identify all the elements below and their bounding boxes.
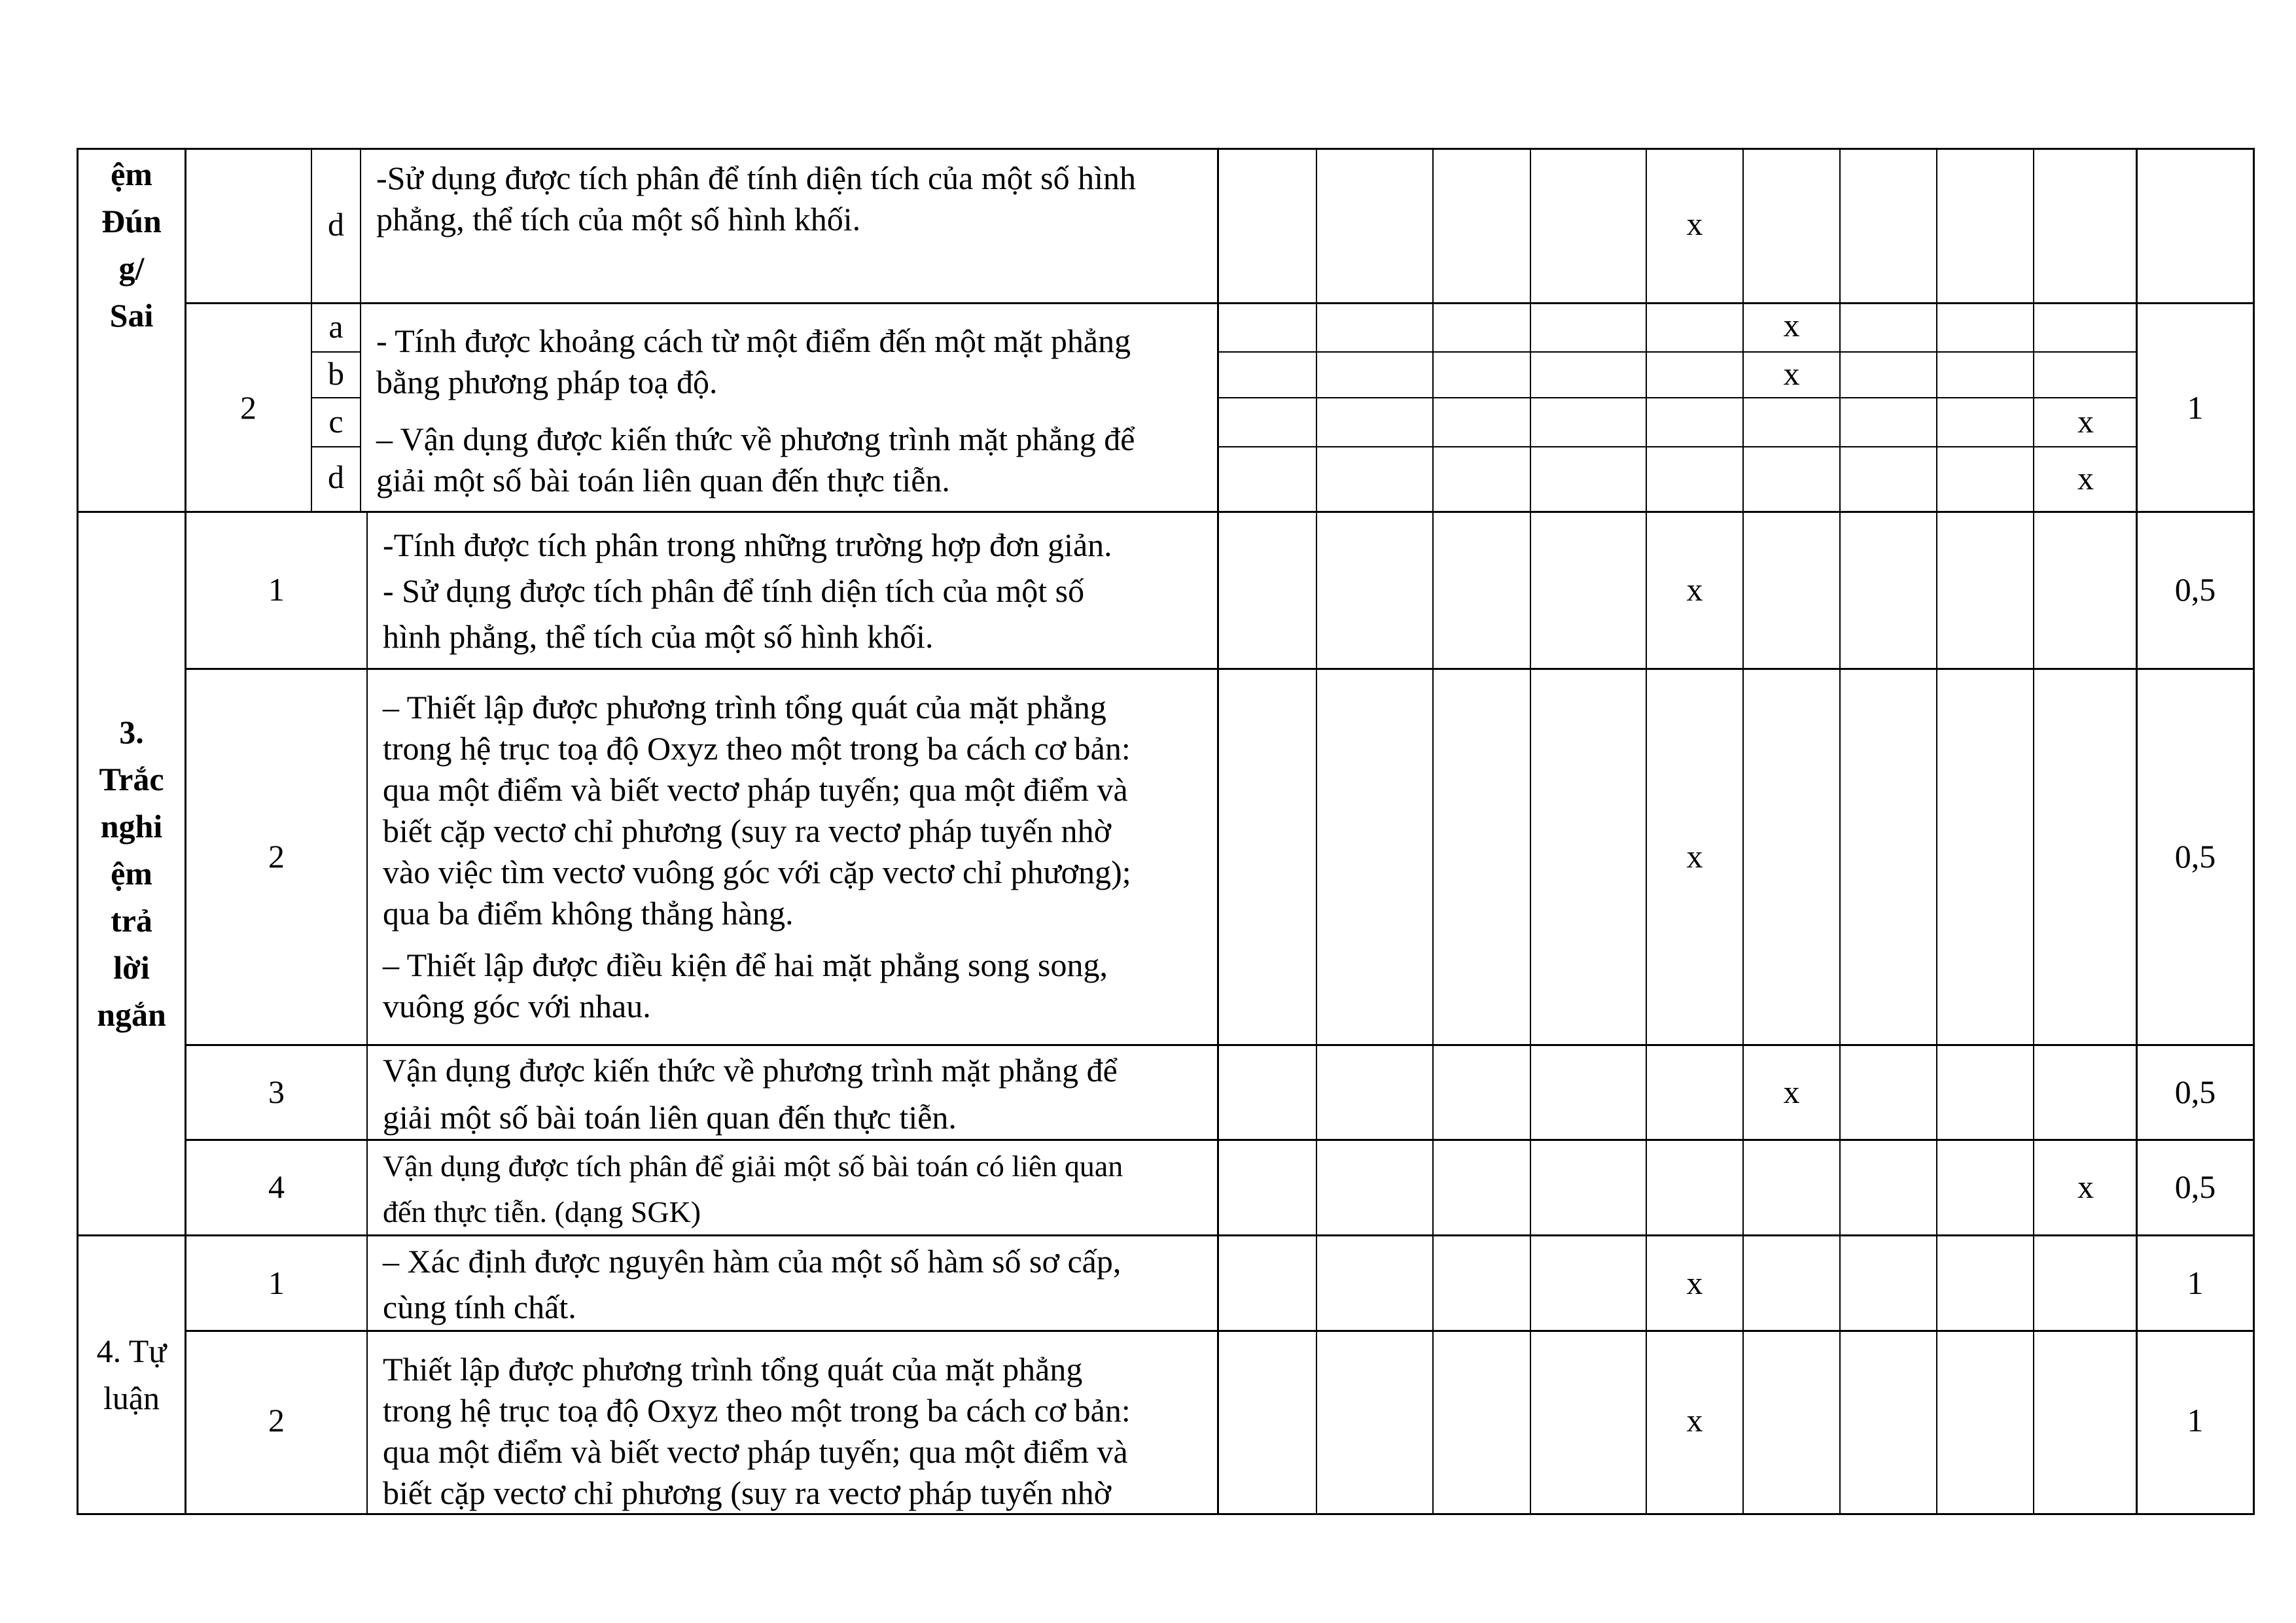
sub-item-label: d [328,459,344,495]
check-mark: x [1686,205,1703,242]
question-number: 2 [268,838,285,875]
group-label-tra-loi-ngan: 3. Trắc nghi ệm trả lời ngắn [97,714,166,1033]
score: 0,5 [2174,838,2216,875]
check-mark: x [2077,1168,2094,1205]
question-number: 2 [268,1402,285,1439]
requirement-text: -Tính được tích phân trong những trường hợp đơn giản. - Sử dụng được tích phân để tính diện tích của một số hình phẳng, thể tích của một số hình khối. [383,527,1112,655]
question-number: 4 [268,1168,285,1205]
check-mark: x [1686,838,1703,875]
score: 1 [2187,1402,2204,1439]
check-mark: x [1783,1073,1800,1110]
score: 0,5 [2174,571,2216,608]
question-number: 2 [240,389,256,426]
question-number: 3 [268,1073,285,1110]
requirement-text: -Sử dụng được tích phân để tính diện tích của một số hình phẳng, thể tích của một số hình khối. [376,160,1137,237]
requirement-text: – Vận dụng được kiến thức về phương trình mặt phẳng để giải một số bài toán liên quan đến thực tiễn. [376,421,1135,498]
question-number: 1 [268,1265,285,1301]
question-number: 1 [268,571,285,608]
check-mark: x [1686,1265,1703,1301]
group-label-tu-luan: 4. Tự luận [96,1333,167,1416]
check-mark: x [2077,460,2094,497]
check-mark: x [1686,571,1703,608]
sub-item-label: b [328,355,344,392]
sub-item-label: a [328,308,344,345]
requirement-text: - Tính được khoảng cách từ một điểm đến một mặt phẳng bằng phương pháp toạ độ. [376,323,1131,400]
score: 0,5 [2174,1073,2216,1110]
requirement-text: Thiết lập được phương trình tổng quát của mặt phẳng trong hệ trục toạ độ Oxyz theo một trong ba cách cơ bản: qua một điểm và biết vectơ pháp tuyến; qua một điểm và biết cặp vectơ chỉ phương (suy ra vectơ pháp tuyến nhờ [383,1351,1131,1511]
requirement-text: Vận dụng được tích phân để giải một số bài toán có liên quan đến thực tiễn. (dạng SGK) [383,1149,1123,1229]
check-mark: x [1783,307,1800,343]
score: 0,5 [2174,1168,2216,1205]
check-mark: x [1783,355,1800,392]
check-mark: x [1686,1402,1703,1439]
requirement-text: Vận dụng được kiến thức về phương trình mặt phẳng để giải một số bài toán liên quan đến thực tiễn. [383,1052,1118,1136]
sub-item-label: d [328,206,344,243]
check-mark: x [2077,403,2094,440]
group-label-dung-sai: ệm Đún g/ Sai [101,156,162,334]
requirement-text: – Xác định được nguyên hàm của một số hàm số sơ cấp, cùng tính chất. [383,1243,1122,1325]
score: 1 [2187,389,2204,426]
requirement-text: – Thiết lập được phương trình tổng quát của mặt phẳng trong hệ trục toạ độ Oxyz theo một trong ba cách cơ bản: qua một điểm và biết vectơ pháp tuyến; qua một điểm và biết cặp vectơ chỉ phương (suy ra vectơ pháp tuyến nhờ vào việc tìm vectơ vuông góc với cặp vectơ chỉ phương); qua ba điểm không thẳng hàng. – Thiết lập được điều kiện để hai mặt phẳng song song, vuông góc với nhau. [383,689,1131,1024]
sub-item-label: c [328,403,344,440]
score: 1 [2187,1265,2204,1301]
